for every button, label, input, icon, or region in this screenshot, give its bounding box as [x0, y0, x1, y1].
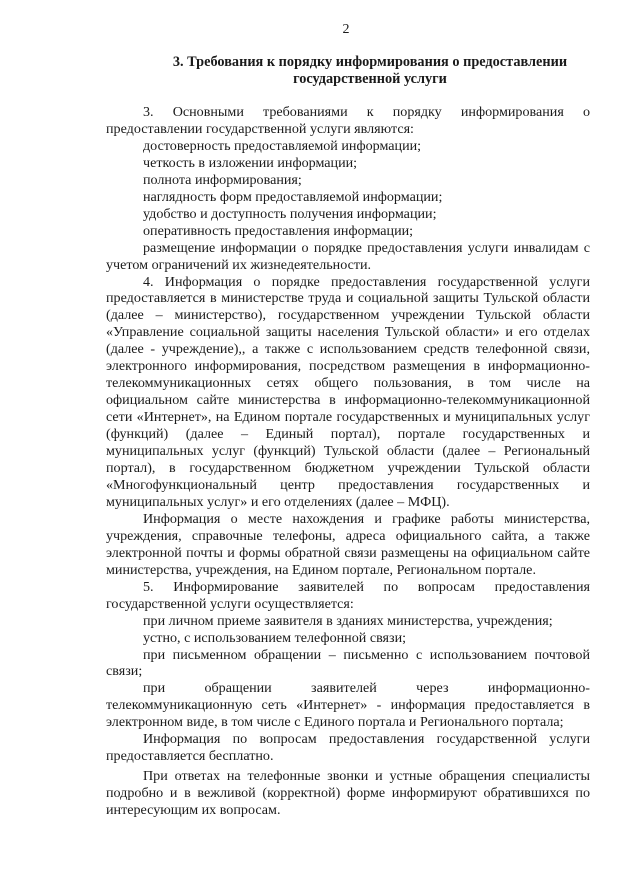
- page-number: 2: [342, 22, 350, 37]
- list-item: устно, с использованием телефонной связи;: [143, 629, 407, 646]
- paragraph: Информация о месте нахождения и графике работы министерства, учреждения, справочные телефоны, адреса официального сайта, а также электронной почты и формы обратной связи размещены на официальном сайте министерства, учреждения, на Едином портале, Региональном портале.: [106, 510, 590, 578]
- list-item: наглядность форм предоставляемой информации;: [143, 188, 443, 205]
- paragraph: размещение информации о порядке предоставления услуги инвалидам с учетом ограничений их жизнедеятельности.: [106, 239, 590, 273]
- paragraph: При ответах на телефонные звонки и устные обращения специалисты подробно и в вежливой (корректной) форме информируют обратившихся по интересующим их вопросам.: [106, 768, 590, 819]
- paragraph: Информация по вопросам предоставления государственной услуги предоставляется бесплатно.: [106, 731, 590, 765]
- paragraph: при обращении заявителей через информационно-телекоммуникационную сеть «Интернет» - информация предоставляется в электронном виде, в том числе с Единого портала и Регионального портала;: [106, 680, 590, 731]
- paragraph-section-4: 4. Информация о порядке предоставления государственной услуги предоставляется в министерстве труда и социальной защиты Тульской области (далее – министерство), государственном учреждении Тульской области «Управление социальной защиты населения Тульской области» и его отделах (далее - учреждение),, а также с использованием средств телефонной связи, электронного информирования, посредством размещения в информационно-телекоммуникационных сетях общего пользования, в том числе на официальном сайте министерства в информационно-телекоммуникационной сети «Интернет», на Едином портале государственных и муниципальных услуг (функций) (далее – Единый портал), портале государственных и муниципальных услуг (функций) Тульской области (далее – Региональный портал), в государственном бюджетном учреждении Тульской области «Многофункциональный центр предоставления государственных и муниципальных услуг» и его отделениях (далее – МФЦ).: [106, 273, 590, 510]
- list-item: четкость в изложении информации;: [143, 154, 358, 171]
- list-item: при личном приеме заявителя в зданиях министерства, учреждения;: [143, 612, 553, 629]
- paragraph: при письменном обращении – письменно с использованием почтовой связи;: [106, 646, 590, 680]
- list-item: удобство и доступность получения информации;: [143, 205, 437, 222]
- document-body: [106, 104, 590, 819]
- section-heading: 3. Требования к порядку информирования о предоставлении государственной услуги: [172, 54, 568, 87]
- list-item: полнота информирования;: [143, 171, 302, 188]
- paragraph-intro: 3. Основными требованиями к порядку информирования о предоставлении государственной услуги являются:: [106, 104, 590, 137]
- list-item: оперативность предоставления информации;: [143, 222, 414, 239]
- paragraph-section-5: 5. Информирование заявителей по вопросам предоставления государственной услуги осуществляется:: [106, 578, 590, 612]
- list-item: достоверность предоставляемой информации;: [143, 137, 422, 154]
